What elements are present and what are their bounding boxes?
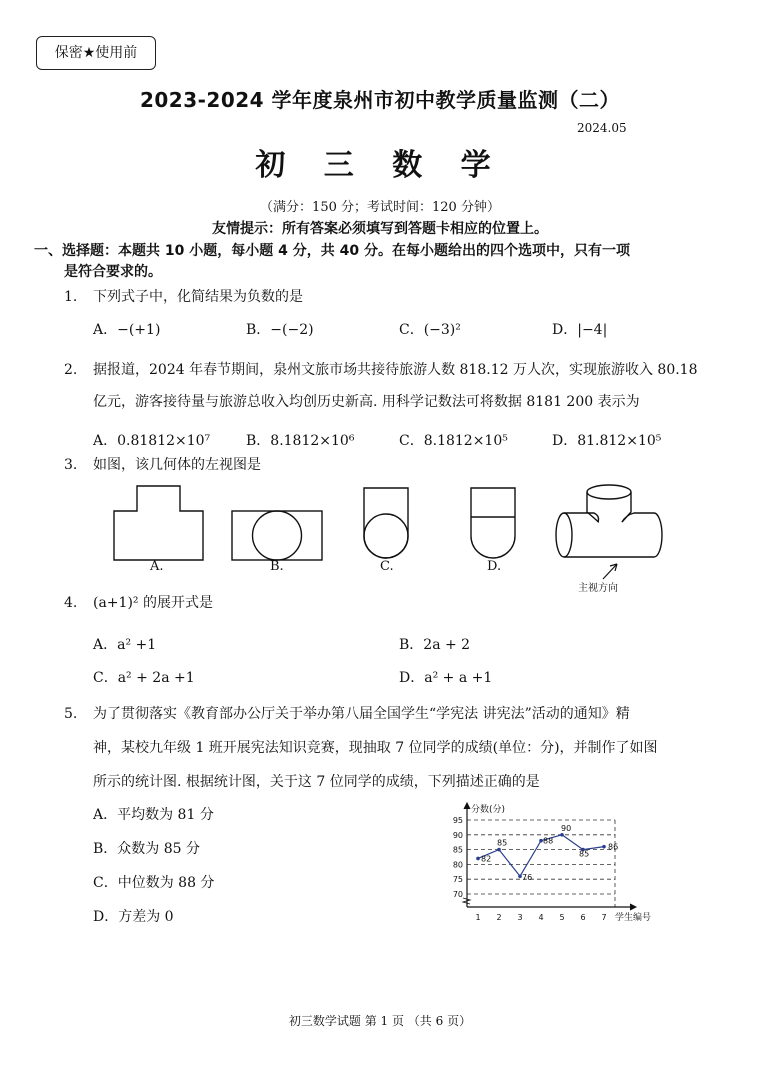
x-tick-label: 6: [580, 913, 586, 922]
q1-option-a: A．−(+1): [93, 322, 161, 338]
q3-label-a: A.: [150, 559, 164, 574]
data-point: [497, 848, 501, 852]
data-point: [560, 833, 564, 837]
q4-text: (a+1)² 的展开式是: [93, 595, 213, 611]
x-axis-label: 学生编号: [615, 913, 652, 923]
confidential-stamp: 保密★使用前: [36, 36, 156, 70]
y-tick-label: 95: [452, 816, 463, 825]
q5-line-1: 为了贯彻落实《教育部办公厅关于举办第八届全国学生“学宪法 讲宪法”活动的通知》精: [93, 706, 630, 722]
q3-text: 如图，该几何体的左视图是: [93, 457, 261, 473]
q5-option-c: C．中位数为 88 分: [93, 875, 215, 891]
q1-text: 下列式子中，化简结果为负数的是: [93, 289, 303, 305]
y-axis-label: 分数(分): [471, 805, 506, 815]
q2-option-c: C．8.1812×10⁵: [399, 433, 508, 449]
data-point: [476, 857, 480, 861]
y-axis-arrow-icon: [464, 803, 470, 809]
exam-date: 2024.05: [577, 121, 627, 135]
q1-option-c: C．(−3)²: [399, 322, 461, 338]
y-tick-label: 70: [452, 890, 463, 899]
x-tick-label: 4: [538, 913, 544, 922]
q3-figures: [100, 478, 680, 593]
q2-line-1: 据报道，2024 年春节期间，泉州文旅市场共接待旅游人数 818.12 万人次，实现旅游收入 80.18: [93, 362, 698, 378]
y-tick-label: 85: [452, 845, 463, 855]
y-tick-label: 90: [452, 830, 463, 840]
section-heading: [34, 241, 714, 283]
q3-label-b: B.: [270, 559, 284, 574]
q3-label-d: D.: [487, 559, 502, 574]
q3-label-c: C.: [380, 559, 394, 574]
x-tick-label: 7: [601, 913, 607, 922]
q5-number: 5.: [64, 706, 78, 722]
data-label: 86: [608, 842, 619, 852]
q2-option-a: A．0.81812×10⁷: [93, 433, 211, 449]
exam-title: 2023-2024 学年度泉州市初中教学质量监测（二）: [139, 88, 621, 112]
q5-option-a: A．平均数为 81 分: [93, 807, 214, 823]
q5-line-3: 所示的统计图. 根据统计图，关于这 7 位同学的成绩，下列描述正确的是: [93, 774, 540, 790]
q4-option-a: A．a² +1: [93, 637, 157, 653]
x-tick-label: 5: [559, 913, 565, 922]
q1-option-b: B．−(−2): [246, 322, 314, 338]
axis-break-icon: [463, 898, 470, 904]
data-label: 76: [522, 873, 533, 883]
data-label: 88: [543, 836, 554, 846]
q1-number: 1.: [64, 289, 78, 305]
score-line-chart: [440, 800, 670, 930]
q2-line-2: 亿元，游客接待量与旅游总收入均创历史新高. 用科学记数法可将数据 8181 200 表示为: [93, 394, 640, 410]
q3-figure-c: [364, 488, 408, 558]
exam-info: （满分：150 分；考试时间：120 分钟）: [260, 200, 500, 215]
page-footer: 初三数学试题 第 1 页 （共 6 页）: [288, 1014, 472, 1028]
q4-option-d: D．a² + a +1: [399, 670, 493, 686]
q5-line-2: 神，某校九年级 1 班开展宪法知识竞赛，现抽取 7 位同学的成绩(单位：分)，并制作了如图: [93, 740, 658, 756]
data-point: [602, 845, 606, 849]
section-line-2: 是符合要求的。: [64, 264, 162, 280]
q4-option-b: B．2a + 2: [399, 637, 471, 653]
x-tick-label: 1: [475, 913, 481, 922]
data-label: 90: [561, 823, 572, 833]
q3-figure-d: [471, 488, 515, 558]
x-tick-label: 2: [496, 913, 502, 922]
q3-number: 3.: [64, 457, 78, 473]
view-direction-label: 主视方向: [578, 583, 618, 594]
data-label: 82: [481, 854, 492, 864]
q2-option-b: B．8.1812×10⁶: [246, 433, 355, 449]
q4-number: 4.: [64, 595, 78, 611]
q5-option-d: D．方差为 0: [93, 909, 174, 925]
q4-option-c: C．a² + 2a +1: [93, 670, 195, 686]
y-tick-label: 80: [452, 860, 463, 870]
y-tick-label: 75: [452, 875, 463, 885]
x-tick-label: 3: [517, 913, 523, 922]
q3-figure-b: [232, 511, 322, 560]
q3-solid-figure: [556, 485, 662, 557]
friendly-hint: 友情提示：所有答案必须填写到答题卡相应的位置上。: [212, 221, 548, 237]
q5-option-b: B．众数为 85 分: [93, 841, 201, 857]
data-label: 85: [497, 838, 508, 848]
view-direction-arrow: [603, 564, 617, 579]
q2-number: 2.: [64, 362, 78, 378]
x-axis-arrow-icon: [630, 904, 636, 910]
data-label: 85: [579, 849, 590, 859]
q2-option-d: D．81.812×10⁵: [552, 433, 662, 449]
q1-option-d: D．|−4|: [552, 322, 608, 338]
section-line-1: 一、选择题：本题共 10 小题，每小题 4 分，共 40 分。在每小题给出的四个选项中，只有一项: [34, 243, 630, 259]
q3-figure-a: [114, 486, 203, 560]
subject-title: 初 三 数 学: [255, 148, 505, 183]
